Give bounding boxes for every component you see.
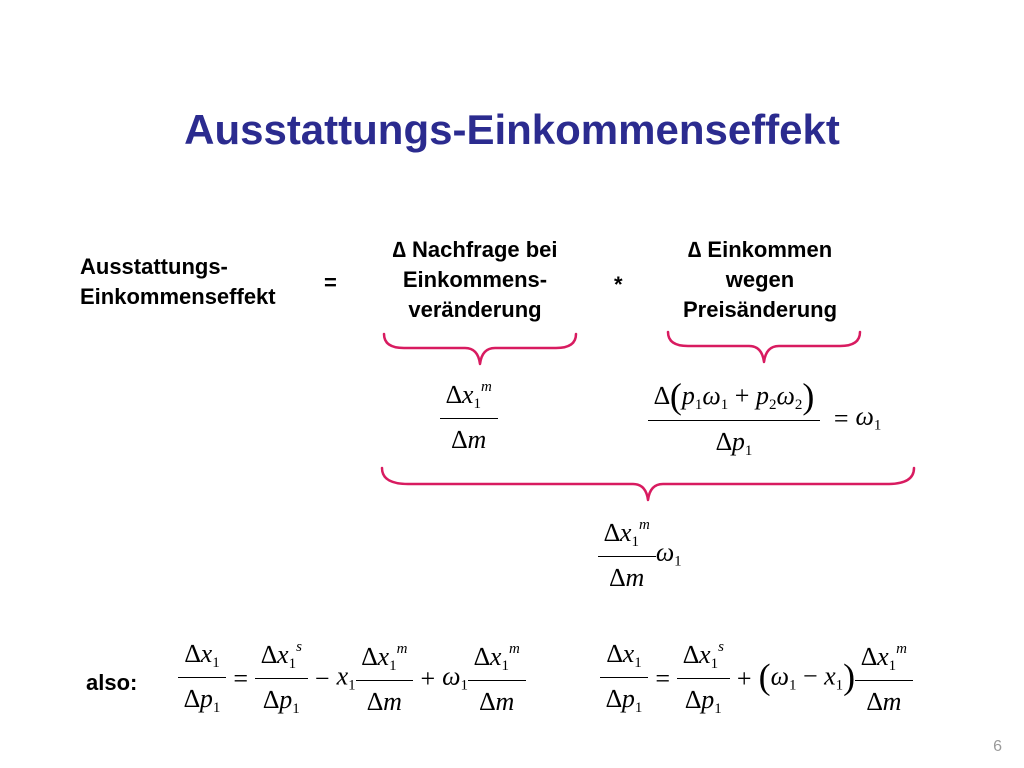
- brace-combined: [378, 464, 918, 504]
- lhs-label-line2: Einkommenseffekt: [80, 284, 276, 309]
- term-nachfrage-line2: Einkommens-: [402, 267, 548, 292]
- times-sign: *: [614, 272, 623, 297]
- formula-einkommen: $\frac{\Delta(p_1\omega_1 + p_2\omega_2)}{\Delta p_1}$ = $\omega_1$: [648, 378, 881, 459]
- term-einkommen: [640, 235, 880, 325]
- term-nachfrage: [355, 235, 595, 325]
- formula-combined: $\frac{\Delta x_1^m}{\Delta m}$ $\omega_1$: [598, 518, 682, 591]
- term-nachfrage-line3: veränderung: [408, 297, 542, 322]
- formula-slutsky-expanded: $\frac{\Delta x_1}{\Delta p_1}$ = $\frac{\Delta x_1^s}{\Delta p_1}$ − $x_1$ $\frac{\Delta x_1^m}{\Delta m}$ + $\omega_1$ $\frac{\Delta x_1^m}{\Delta m}$: [178, 640, 526, 717]
- also-label: also:: [86, 670, 138, 695]
- frac-income-change: $\frac{\Delta(p_1\omega_1 + p_2\omega_2)}{\Delta p_1}$: [648, 378, 820, 459]
- slide-title: Ausstattungs-Einkommenseffekt: [184, 106, 840, 153]
- frac-combined: $\frac{\Delta x_1^m}{\Delta m}$: [598, 518, 656, 591]
- frac-dx1m-dm: $\frac{\Delta x_1^m}{\Delta m}$: [440, 380, 498, 453]
- brace-einkommen: [664, 328, 864, 368]
- brace-nachfrage: [380, 330, 580, 370]
- formula-slutsky-compact: $\frac{\Delta x_1}{\Delta p_1}$ = $\frac{\Delta x_1^s}{\Delta p_1}$ + $(\omega_1 - x_1)$ $\frac{\Delta x_1^m}{\Delta m}$: [600, 640, 913, 717]
- formula-nachfrage: [440, 380, 498, 453]
- term-einkommen-line3: Preisänderung: [682, 297, 838, 322]
- equals-sign: =: [324, 270, 337, 295]
- lhs-label-line1: Ausstattungs-: [80, 254, 228, 279]
- term-einkommen-line1: ∆ Einkommen: [687, 237, 833, 262]
- page-number: 6: [993, 738, 1002, 755]
- lhs-label: [80, 252, 276, 312]
- term-nachfrage-line1: ∆ Nachfrage bei: [392, 237, 558, 262]
- term-einkommen-line2: wegen: [725, 267, 795, 292]
